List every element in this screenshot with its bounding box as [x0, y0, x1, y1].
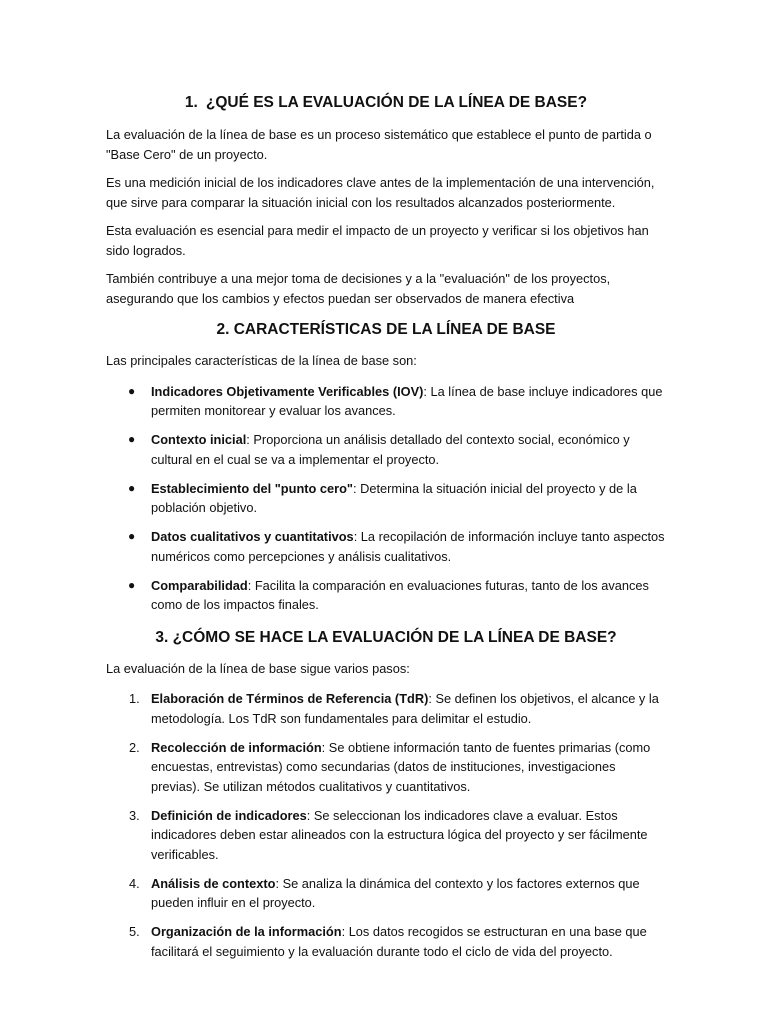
steps-list — [106, 689, 666, 961]
bullet-icon: ● — [128, 529, 136, 543]
section-1-number: 1. — [184, 94, 198, 111]
list-item — [106, 430, 666, 469]
section-1-paragraph: Es una medición inicial de los indicadores clave antes de la implementación de una intervención, que sirve para comparar la situación inicial con los resultados alcanzados posteriormente. — [106, 175, 655, 210]
section-3-title: 3. ¿CÓMO SE HACE LA EVALUACIÓN DE LA LÍNEA DE BASE? — [155, 628, 617, 646]
item-term: Comparabilidad — [151, 577, 248, 593]
step-number: 2. — [129, 739, 140, 755]
list-item — [106, 689, 666, 728]
list-item — [106, 527, 666, 566]
item-term: Establecimiento del "punto cero" — [151, 480, 353, 496]
list-item — [106, 874, 666, 913]
item-term: Datos cualitativos y cuantitativos — [151, 529, 354, 544]
bullet-icon: ● — [128, 432, 136, 446]
list-item — [106, 738, 666, 797]
item-term: Recolección de información — [151, 739, 322, 755]
item-text: : Se definen los objetivos, el alcance y la metodología. Los TdR son fundamentales para delimitar el estudio. — [151, 691, 659, 726]
item-term: Contexto inicial — [151, 432, 247, 447]
item-text: : Los datos recogidos se estructuran en una base que facilitará el seguimiento y la evaluación durante todo el ciclo de vida del proyecto. — [151, 924, 647, 959]
item-term: Organización de la información — [151, 924, 342, 939]
section-1-heading — [106, 92, 666, 114]
step-number: 3. — [129, 807, 140, 823]
item-text: : Se analiza la dinámica del contexto y los factores externos que pueden influir en el proyecto. — [151, 875, 640, 910]
step-number: 4. — [129, 875, 140, 891]
section-1-paragraph: Esta evaluación es esencial para medir el impacto de un proyecto y verificar si los objetivos han sido logrados. — [106, 223, 649, 258]
section-how-to — [106, 627, 666, 962]
section-characteristics — [106, 319, 666, 615]
item-text: : Facilita la comparación en evaluaciones futuras, tanto de los avances como de los impactos finales. — [151, 577, 649, 612]
section-1-paragraph: La evaluación de la línea de base es un proceso sistemático que establece el punto de partida o "Base Cero" de un proyecto. — [106, 127, 652, 162]
item-term: Análisis de contexto — [151, 875, 276, 891]
item-term: Indicadores Objetivamente Verificables (IOV) — [151, 383, 424, 399]
characteristics-list — [106, 382, 666, 615]
list-item — [106, 922, 666, 961]
list-item — [106, 479, 666, 518]
item-term: Definición de indicadores — [151, 807, 307, 823]
section-what-is — [106, 92, 666, 308]
step-number: 5. — [129, 924, 140, 939]
step-number: 1. — [129, 691, 140, 706]
item-text: : La recopilación de información incluye tanto aspectos numéricos como percepciones y análisis cualitativos. — [151, 529, 665, 564]
list-item — [106, 382, 666, 421]
item-text: : Determina la situación inicial del proyecto y de la población objetivo. — [151, 480, 637, 515]
item-text: : Se seleccionan los indicadores clave a evaluar. Estos indicadores deben estar alineados con la estructura lógica del proyecto y ser fácilmente verificables. — [151, 807, 648, 862]
item-term: Elaboración de Términos de Referencia (TdR) — [151, 691, 429, 706]
section-2-title: 2. CARACTERÍSTICAS DE LA LÍNEA DE BASE — [216, 321, 556, 338]
item-text: : Se obtiene información tanto de fuentes primarias (como encuestas, entrevistas) como secundarias (datos de instituciones, investigaciones previas). Se utilizan métodos cualitativos y cuantitativos. — [151, 739, 651, 794]
section-1-title: ¿QUÉ ES LA EVALUACIÓN DE LA LÍNEA DE BASE? — [205, 94, 588, 111]
item-text: : La línea de base incluye indicadores que permiten monitorear y evaluar los avances. — [151, 383, 663, 418]
section-1-paragraph: También contribuye a una mejor toma de decisiones y a la "evaluación" de los proyectos, asegurando que los cambios y efectos puedan ser observados de manera efectiva — [106, 271, 611, 306]
document-page — [106, 92, 666, 971]
section-3-intro: La evaluación de la línea de base sigue varios pasos: — [106, 660, 410, 676]
bullet-icon: ● — [128, 480, 136, 495]
bullet-icon: ● — [128, 577, 136, 592]
bullet-icon: ● — [128, 383, 136, 398]
list-item — [106, 576, 666, 615]
section-2-intro: Las principales características de la línea de base son: — [106, 353, 417, 368]
item-text: : Proporciona un análisis detallado del contexto social, económico y cultural en el cual se va a implementar el proyecto. — [151, 432, 630, 467]
list-item — [106, 806, 666, 865]
